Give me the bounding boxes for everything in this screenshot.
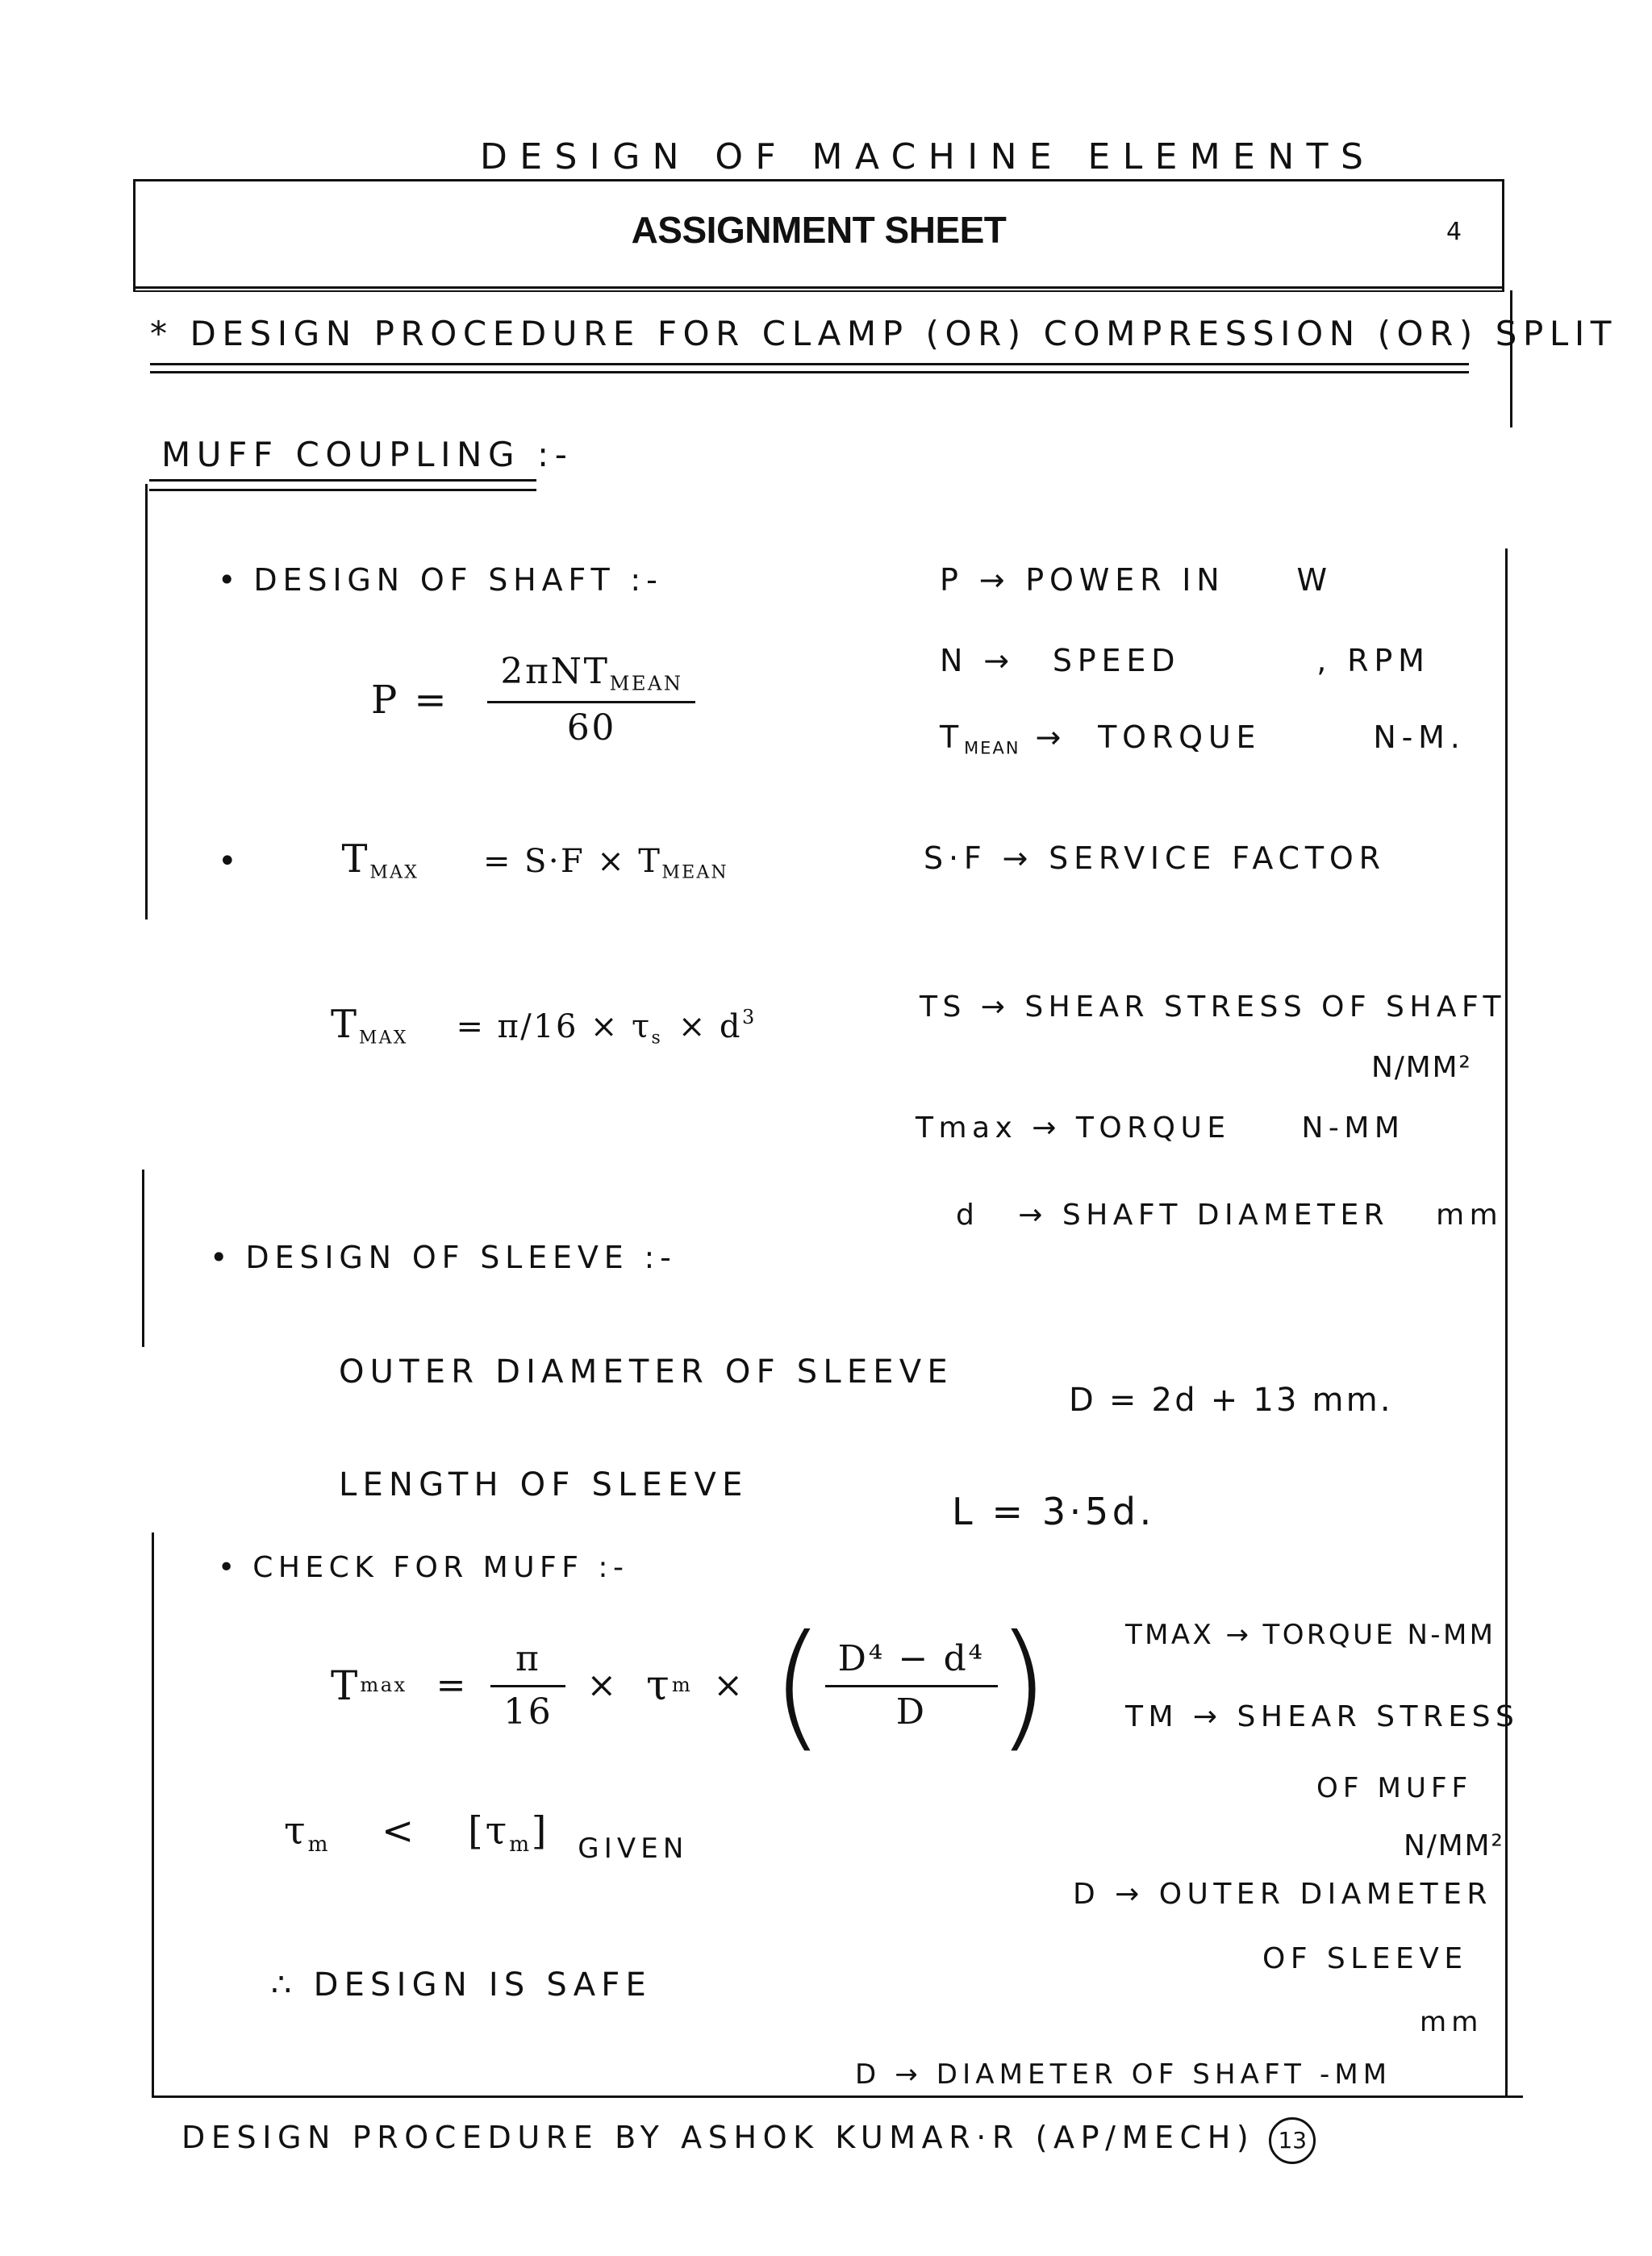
muff-eq-sixteen: 16 — [490, 1685, 565, 1731]
legend-speed — [940, 645, 1430, 678]
legend-torque-mean — [940, 719, 1466, 758]
frame-left-border-upper — [145, 484, 148, 919]
legend-description: POWER IN — [1025, 562, 1225, 598]
legend-shear-stress-shaft — [920, 992, 1506, 1023]
heading-cont-underline-2 — [149, 489, 536, 491]
heading-underline-2 — [150, 371, 1469, 373]
d-cubed-exponent: 3 — [741, 1006, 756, 1029]
legend-muff-outer-diameter: D → OUTER DIAMETER — [1073, 1878, 1492, 1911]
tmax-shear-rhs: = π/16 × τ — [456, 1008, 652, 1045]
muff-eq-pi-over-16 — [497, 1638, 559, 1733]
cond-rhs: [τ — [468, 1808, 510, 1854]
power-eq-numerator-sub: MEAN — [609, 672, 683, 695]
legend-unit: mm — [1436, 1199, 1504, 1232]
arrow-right-icon: → — [1035, 719, 1067, 755]
legend-muff-mm: mm — [1420, 2006, 1483, 2038]
arrow-right-icon: → — [1018, 1199, 1048, 1232]
arrow-right-icon: → — [1032, 1111, 1062, 1145]
design-safe-conclusion: ∴ DESIGN IS SAFE — [271, 1966, 652, 2004]
arrow-right-icon: → — [978, 562, 1011, 598]
cond-operator: < — [382, 1808, 417, 1854]
sleeve-length-label: LENGTH OF SLEEVE — [339, 1466, 749, 1503]
power-eq-numerator: 2πNT — [500, 651, 610, 692]
muff-eq-times-2: × — [713, 1664, 745, 1706]
legend-unit: N-MM — [1301, 1111, 1405, 1145]
sleeve-length-equation: L = 3·5d. — [952, 1490, 1155, 1533]
frame-right-border-upper — [1510, 290, 1512, 427]
frame-bottom-border — [152, 2095, 1523, 2098]
power-eq-fraction — [494, 653, 689, 747]
cond-rhs-sub: m — [509, 1832, 532, 1858]
legend-description: SHAFT DIAMETER — [1062, 1199, 1390, 1232]
legend-symbol: d — [956, 1199, 980, 1232]
muff-eq-pi: π — [515, 1638, 541, 1680]
legend-torque-max — [916, 1113, 1404, 1144]
cond-lhs-sub: m — [307, 1832, 331, 1858]
tmax-symbol-2: T — [331, 1002, 359, 1047]
shear-stress-condition — [284, 1808, 689, 1865]
legend-shear-stress-unit: N/MM² — [1371, 1051, 1472, 1084]
tmax-service-equation — [218, 836, 728, 883]
footer-attribution — [181, 2117, 1316, 2164]
muff-eq-fraction-numerator: D⁴ − d⁴ — [837, 1638, 985, 1680]
header-corner-mark: 4 — [1446, 218, 1462, 246]
bullet-icon: • — [218, 843, 237, 880]
legend-muff-outer-diameter-cont: OF SLEEVE — [1262, 1942, 1468, 1975]
muff-torque-equation — [331, 1605, 1057, 1766]
muff-eq-tau-sub: m — [671, 1674, 693, 1697]
tmax-symbol: T — [341, 836, 370, 882]
muff-eq-parenthesis-group — [766, 1606, 1057, 1766]
legend-description: SERVICE FACTOR — [1049, 840, 1386, 876]
frame-left-border-lower — [152, 1532, 154, 2097]
right-paren-icon: ) — [995, 1606, 1052, 1766]
heading-underline-1 — [150, 363, 1469, 365]
legend-symbol: Tmax — [916, 1111, 1018, 1145]
tmean-subscript: MEAN — [661, 862, 728, 883]
procedure-heading-cont: MUFF COUPLING :- — [161, 435, 574, 474]
legend-symbol: ΤS — [920, 990, 966, 1024]
legend-muff-unit: N/MM² — [1404, 1829, 1504, 1862]
legend-muff-shear-stress-cont: OF MUFF — [1316, 1772, 1473, 1804]
footer-text: DESIGN PROCEDURE BY ASHOK KUMAR·R (AP/MECH) — [181, 2120, 1255, 2155]
muff-eq-equals: = — [436, 1664, 469, 1706]
cond-given: GIVEN — [578, 1833, 689, 1865]
arrow-right-icon: → — [1002, 840, 1034, 876]
muff-eq-tau: τ — [645, 1661, 672, 1710]
left-paren-icon: ( — [770, 1606, 827, 1766]
tmax-shear-rhs-post: × d — [678, 1008, 742, 1045]
sleeve-outer-diameter-label: OUTER DIAMETER OF SLEEVE — [339, 1353, 953, 1391]
shaft-section-title: • DESIGN OF SHAFT :- — [218, 565, 663, 597]
legend-symbol-sub: MEAN — [964, 738, 1020, 758]
muff-eq-diameter-fraction — [832, 1638, 991, 1733]
procedure-heading: * DESIGN PROCEDURE FOR CLAMP (OR) COMPRESSION (OR) SPLIT — [150, 314, 1617, 353]
legend-muff-torque: TMAX → TORQUE N-MM — [1125, 1619, 1496, 1651]
frame-header-divider — [133, 286, 1504, 289]
legend-symbol: S·F — [924, 840, 987, 876]
frame-right-border-top — [1502, 179, 1504, 292]
cond-lhs: τ — [284, 1808, 308, 1854]
legend-description: TORQUE — [1075, 1111, 1231, 1145]
legend-description: SHEAR STRESS OF SHAFT — [1024, 990, 1507, 1024]
arrow-right-icon: → — [983, 643, 1015, 678]
legend-service-factor — [924, 840, 1386, 876]
frame-header-divider-2 — [133, 290, 1504, 292]
tau-s-subscript: s — [651, 1028, 662, 1049]
tmax-subscript: MAX — [369, 862, 419, 883]
frame-top-border — [133, 179, 1504, 181]
legend-description: TORQUE — [1098, 719, 1262, 755]
legend-power — [940, 562, 1333, 598]
assignment-sheet-title: ASSIGNMENT SHEET — [631, 209, 1007, 251]
legend-symbol: T — [940, 719, 965, 755]
power-eq-denominator: 60 — [487, 701, 695, 747]
legend-muff-shear-stress: ΤM → SHEAR STRESS — [1125, 1700, 1520, 1733]
legend-muff-shaft-diameter: D → DIAMETER OF SHAFT -MM — [855, 2058, 1392, 2091]
sleeve-section-title: • DESIGN OF SLEEVE :- — [210, 1242, 677, 1274]
muff-eq-lhs: T — [331, 1662, 361, 1709]
power-eq-lhs: P = — [371, 677, 449, 723]
frame-right-border-lower — [1505, 548, 1508, 2097]
tmax-shear-equation — [331, 1004, 756, 1048]
sleeve-outer-diameter-equation: D = 2d + 13 mm. — [1069, 1382, 1393, 1419]
document-title: DESIGN OF MACHINE ELEMENTS — [480, 136, 1376, 177]
muff-section-title: • CHECK FOR MUFF :- — [218, 1553, 628, 1583]
legend-unit: N-M. — [1373, 719, 1466, 755]
page-number-badge: 13 — [1269, 2117, 1316, 2164]
legend-shaft-diameter — [956, 1200, 1503, 1231]
legend-unit: W — [1296, 562, 1333, 598]
tmax-service-rhs: = S·F × T — [483, 843, 662, 880]
cond-rhs-close: ] — [531, 1808, 549, 1854]
legend-symbol: P — [940, 562, 964, 598]
legend-description: SPEED — [1052, 643, 1181, 678]
legend-unit: , RPM — [1316, 643, 1430, 678]
muff-eq-lhs-sub: max — [360, 1674, 407, 1697]
power-equation — [371, 653, 689, 747]
arrow-right-icon: → — [980, 990, 1011, 1024]
muff-eq-fraction-denominator: D — [825, 1685, 998, 1731]
heading-cont-underline-1 — [149, 479, 536, 482]
tmax-subscript-2: MAX — [358, 1028, 408, 1049]
legend-symbol: N — [940, 643, 969, 678]
muff-eq-times-1: × — [586, 1664, 619, 1706]
frame-left-border-middle — [142, 1170, 144, 1347]
